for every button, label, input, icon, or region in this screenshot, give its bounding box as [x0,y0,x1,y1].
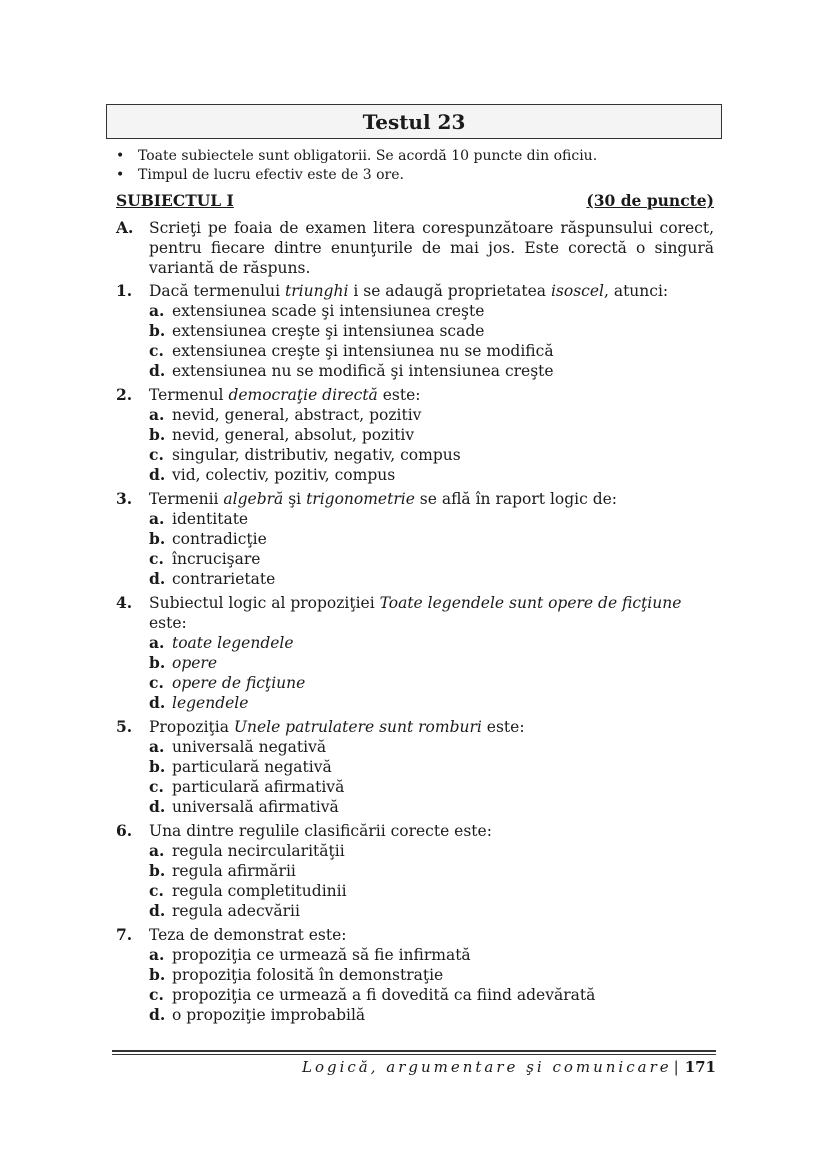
question-text [149,717,525,737]
question [116,281,714,381]
option-text: legendele [172,694,249,712]
question-text [149,593,714,633]
footer-rule-thin [112,1054,716,1055]
question-term: Unele patrulatere sunt romburi [233,718,482,736]
question-text [149,821,492,841]
answer-option [116,633,714,653]
answer-option [116,341,714,361]
subject-points: (30 de puncte) [586,191,714,210]
option-text: particulară negativă [172,758,332,776]
question-text-part: Propoziţia [149,718,234,736]
question [116,489,714,589]
option-letter: c. [149,549,164,568]
question-number: 6. [116,821,133,840]
question-term: isoscel [550,282,604,300]
footer-rule [112,1050,716,1052]
question [116,593,714,713]
answer-option [116,945,714,965]
option-letter: d. [149,693,166,712]
option-text: opere de ficţiune [172,674,306,692]
option-letter: d. [149,1005,166,1024]
option-text: propoziţia ce urmează a fi dovedită ca fiind adevărată [172,986,596,1004]
bullet-icon: • [116,148,125,164]
question-text-part: se află în raport logic de: [414,490,618,508]
question-number: 1. [116,281,133,300]
answer-option [116,985,714,1005]
answer-option [116,301,714,321]
question-number: 3. [116,489,133,508]
test-title: Testul 23 [106,104,722,139]
option-letter: b. [149,529,166,548]
bullet-icon: • [116,167,125,183]
question-stem [116,717,714,737]
question-text [149,489,617,509]
option-letter: c. [149,673,164,692]
answer-option [116,693,714,713]
option-text: contrarietate [172,570,276,588]
option-letter: d. [149,465,166,484]
question [116,925,714,1025]
question [116,717,714,817]
option-letter: b. [149,861,166,880]
question-text-part: Una dintre regulile clasificării corecte este: [149,822,492,840]
instruction-bullet [116,166,597,185]
answer-option [116,361,714,381]
instruction-bullet [116,147,597,166]
option-letter: a. [149,405,165,424]
option-text: vid, colectiv, pozitiv, compus [172,466,396,484]
option-letter: c. [149,445,164,464]
option-text: regula completitudinii [172,882,347,900]
option-text: extensiunea scade şi intensiunea creşte [172,302,485,320]
answer-option [116,509,714,529]
task-number: A. [116,218,134,237]
option-text: opere [172,654,218,672]
question-stem [116,925,714,945]
question-text-part: Subiectul logic al propoziţiei [149,594,380,612]
task-text: Scrieţi pe foaia de examen litera corespunzătoare răspunsului corect, pentru fiecare dintre enunţurile de mai jos. Este corectă o singură variantă de răspuns. [149,219,714,277]
question-stem [116,489,714,509]
page-number: 171 [684,1058,716,1076]
question [116,821,714,921]
option-text: propoziţia folosită în demonstraţie [172,966,444,984]
option-letter: d. [149,901,166,920]
option-letter: b. [149,757,166,776]
question-stem [116,385,714,405]
answer-option [116,737,714,757]
answer-option [116,965,714,985]
option-text: identitate [172,510,249,528]
question-number: 7. [116,925,133,944]
option-text: o propoziţie improbabilă [172,1006,366,1024]
option-text: propoziţia ce urmează să fie infirmată [172,946,471,964]
question [116,385,714,485]
option-text: extensiunea creşte şi intensiunea nu se modifică [172,342,554,360]
option-letter: a. [149,737,165,756]
question-text-part: i se adaugă proprietatea [348,282,551,300]
question-text-part: este: [149,614,187,632]
question-stem [116,821,714,841]
question-term: trigonometrie [306,490,415,508]
question-number: 2. [116,385,133,404]
option-text: nevid, general, abstract, pozitiv [172,406,422,424]
option-text: contradicţie [172,530,267,548]
question-text-part: este: [481,718,525,736]
option-text: regula necircularităţii [172,842,345,860]
question-text-part: , atunci: [603,282,669,300]
answer-option [116,425,714,445]
bullet-text: Toate subiectele sunt obligatorii. Se acordă 10 puncte din oficiu. [138,148,598,164]
instructions-list [116,147,597,185]
answer-option [116,569,714,589]
question-term: triunghi [285,282,349,300]
option-text: încrucişare [172,550,261,568]
option-text: extensiunea creşte şi intensiunea scade [172,322,485,340]
answer-option [116,321,714,341]
option-letter: c. [149,341,164,360]
option-letter: a. [149,509,165,528]
option-text: particulară afirmativă [172,778,345,796]
question-term: Toate legendele sunt opere de ficţiune [379,594,682,612]
page-footer [112,1058,716,1076]
option-letter: d. [149,797,166,816]
question-text-part: Dacă termenului [149,282,285,300]
option-letter: b. [149,321,166,340]
option-letter: c. [149,881,164,900]
option-letter: a. [149,633,165,652]
option-letter: d. [149,361,166,380]
answer-option [116,881,714,901]
option-text: singular, distributiv, negativ, compus [172,446,461,464]
answer-option [116,757,714,777]
option-letter: c. [149,777,164,796]
option-letter: b. [149,425,166,444]
option-letter: b. [149,965,166,984]
option-letter: d. [149,569,166,588]
question-text [149,281,668,301]
option-text: toate legendele [172,634,294,652]
question-text-part: Termenii [149,490,224,508]
option-letter: a. [149,945,165,964]
answer-option [116,861,714,881]
question-number: 5. [116,717,133,736]
question-stem [116,593,714,633]
option-text: extensiunea nu se modifică şi intensiunea creşte [172,362,554,380]
question-stem [116,281,714,301]
question-term: algebră [223,490,284,508]
option-text: universală afirmativă [172,798,339,816]
answer-option [116,777,714,797]
question-text-part: Teza de demonstrat este: [149,926,347,944]
option-letter: c. [149,985,164,1004]
answer-option [116,445,714,465]
footer-title: Logică, argumentare şi comunicare [302,1058,672,1076]
question-term: democraţie directă [228,386,378,404]
question-text-part: şi [283,490,307,508]
bullet-text: Timpul de lucru efectiv este de 3 ore. [138,167,404,183]
answer-option [116,841,714,861]
subject-header [116,191,714,210]
question-text [149,385,420,405]
question-text [149,925,347,945]
option-text: regula afirmării [172,862,296,880]
question-text-part: este: [377,386,421,404]
answer-option [116,405,714,425]
answer-option [116,673,714,693]
answer-option [116,549,714,569]
option-text: universală negativă [172,738,327,756]
question-number: 4. [116,593,133,612]
question-text-part: Termenul [149,386,229,404]
option-letter: b. [149,653,166,672]
answer-option [116,529,714,549]
option-text: regula adecvării [172,902,300,920]
answer-option [116,901,714,921]
option-text: nevid, general, absolut, pozitiv [172,426,415,444]
questions-section [116,218,714,1029]
answer-option [116,797,714,817]
answer-option [116,465,714,485]
answer-option [116,653,714,673]
subject-label: SUBIECTUL I [116,191,234,210]
answer-option [116,1005,714,1025]
option-letter: a. [149,301,165,320]
option-letter: a. [149,841,165,860]
task-instruction [116,218,714,278]
footer-separator: | [673,1058,679,1076]
